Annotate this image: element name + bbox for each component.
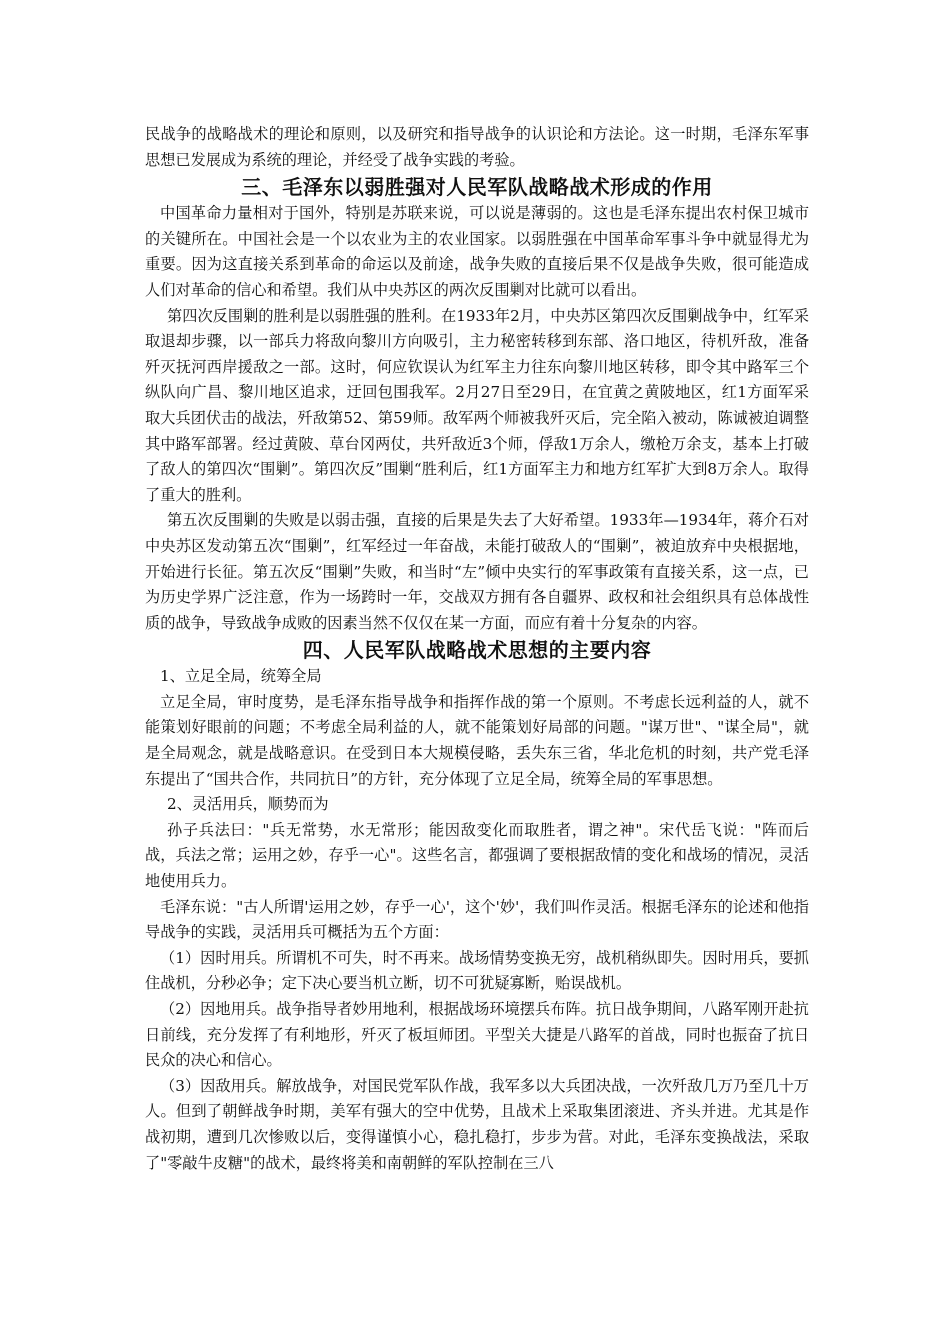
paragraph-fifth-campaign: 第五次反围剿的失败是以弱击强，直接的后果是失去了大好希望。1933年—1934年，蒋介石对中央苏区发动第五次“围剿”，红军经过一年奋战，未能打破敌人的“围剿”，被迫放弃中央根据地，开始进行长征。第五次反“围剿”失败，和当时“左”倾中央实行的军事政策有直接关系，这一点，已为历史学界广泛注意，作为一场跨时一年，交战双方拥有各自疆界、政权和社会组织具有总体战性质的战争，导致战争成败的因素当然不仅仅在某一方面，而应有着十分复杂的内容。 xyxy=(145,511,809,632)
paragraph-overall-view: 立足全局，审时度势，是毛泽东指导战争和指挥作战的第一个原则。不考虑长远利益的人，就不能策划好眼前的问题；不考虑全局利益的人，就不能策划好局部的问题。"谋万世"、"谋全局"，就是全局观念，就是战略意识。在受到日本大规模侵略，丢失东三省，华北危机的时刻，共产党毛泽东提出了“国共合作，共同抗日”的方针，充分体现了立足全局，统筹全局的军事思想。 xyxy=(145,692,809,788)
paragraph-continuation: 民战争的战略战术的理论和原则，以及研究和指导战争的认识论和方法论。这一时期，毛泽东军事思想已发展成为系统的理论，并经受了战争实践的考验。 xyxy=(145,125,809,169)
subheading-2: 2、灵活用兵，顺势而为 xyxy=(167,795,329,814)
paragraph-fourth-campaign: 第四次反围剿的胜利是以弱胜强的胜利。在1933年2月，中央苏区第四次反围剿战争中，红军采取退却步骤，以一部兵力将敌向黎川方向吸引，主力秘密转移到东部、洛口地区，待机歼敌，准备歼灭抚河西岸援敌之一部。这时，何应钦误认为红军主力往东向黎川地区转移，即令其中路军三个纵队向广昌、黎川地区追求，迂回包围我军。2月27日至29日，在宜黄之黄陂地区，红1方面军采取大兵团伏击的战法，歼敌第52、第59师。敌军两个师被我歼灭后，完全陷入被动，陈诚被迫调整其中路军部署。经过黄陂、草台冈两仗，共歼敌近3个师，俘敌1万余人，缴枪万余支，基本上打破了敌人的第四次“围剿”。第四次反”围剿“胜利后，红1方面军主力和地方红军扩大到8万余人。取得了重大的胜利。 xyxy=(145,306,809,504)
paragraph-sunzi-quote: 孙子兵法曰："兵无常势，水无常形；能因敌变化而取胜者，谓之神"。宋代岳飞说："阵而后战，兵法之常；运用之妙，存乎一心"。这些名言，都强调了要根据敌情的变化和战场的情况，灵活地使用兵力。 xyxy=(145,820,809,891)
document-page xyxy=(145,122,809,1176)
subheading-1: 1、立足全局，统筹全局 xyxy=(160,667,322,686)
section-heading-3: 三、毛泽东以弱胜强对人民军队战略战术形成的作用 xyxy=(241,175,713,200)
list-item-timing: （1）因时用兵。所谓机不可失，时不再来。战场情势变换无穷，战机稍纵即失。因时用兵，要抓住战机，分秒必争；定下决心要当机立断，切不可犹疑寡断，贻误战机。 xyxy=(145,948,809,993)
section-heading-4: 四、人民军队战略战术思想的主要内容 xyxy=(302,638,652,663)
paragraph-weak-strength-intro: 中国革命力量相对于国外，特别是苏联来说，可以说是薄弱的。这也是毛泽东提出农村保卫城市的关键所在。中国社会是一个以农业为主的农业国家。以弱胜强在中国革命军事斗争中就显得尤为重要。因为这直接关系到革命的命运以及前途，战争失败的直接后果不仅是战争失败，很可能造成人们对革命的信心和希望。我们从中央苏区的两次反围剿对比就可以看出。 xyxy=(145,204,809,299)
list-item-enemy: （3）因敌用兵。解放战争，对国民党军队作战，我军多以大兵团决战，一次歼敌几万乃至几十万人。但到了朝鲜战争时期，美军有强大的空中优势，且战术上采取集团滚进、齐头并进。尤其是作战初期，遭到几次惨败以后，变得谨慎小心，稳扎稳打，步步为营。对此，毛泽东变换战法，采取了"零敲牛皮糖"的战术，最终将美和南朝鲜的军队控制在三八 xyxy=(145,1076,809,1172)
paragraph-mao-quote: 毛泽东说："古人所谓'运用之妙，存乎一心'，这个'妙'，我们叫作灵活。根据毛泽东的论述和他指导战争的实践，灵活用兵可概括为五个方面： xyxy=(145,897,809,942)
list-item-terrain: （2）因地用兵。战争指导者妙用地利，根据战场环境摆兵布阵。抗日战争期间，八路军刚开赴抗日前线，充分发挥了有利地形，歼灭了板垣师团。平型关大捷是八路军的首战，同时也振奋了抗日民众的决心和信心。 xyxy=(145,1000,809,1070)
